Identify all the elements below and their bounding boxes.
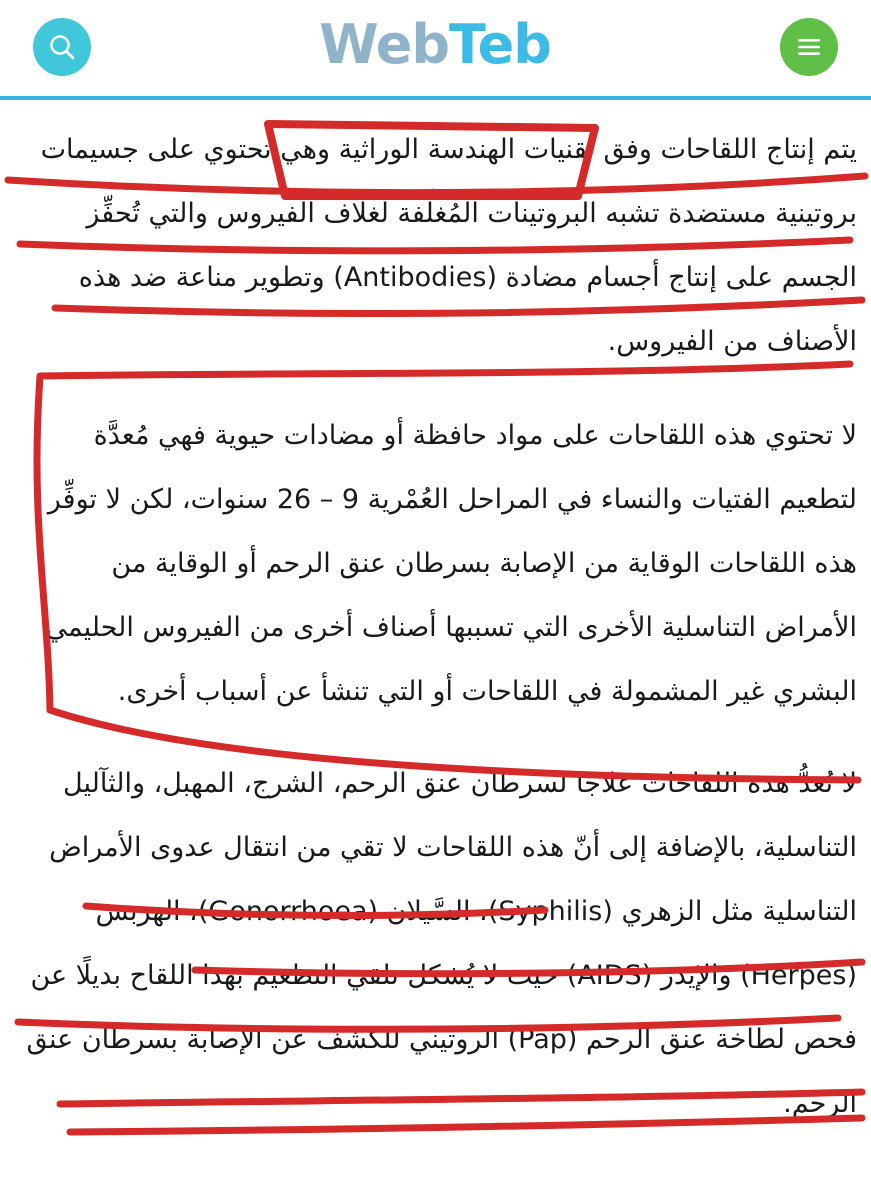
article-body xyxy=(22,118,857,1136)
menu-button[interactable] xyxy=(780,18,838,76)
webteb-logo[interactable] xyxy=(300,10,570,80)
site-header xyxy=(0,0,871,100)
search-icon xyxy=(47,32,77,62)
logo-teb-text: Teb xyxy=(448,13,551,76)
search-button[interactable] xyxy=(33,18,91,76)
hamburger-menu-icon xyxy=(798,37,820,57)
article-paragraph: يتم إنتاج اللقاحات وفق تقنيات الهندسة الوراثية وهي تحتوي على جسيمات بروتينية مستضدة تشبه البروتينات المُغلِّفة لغلاف الفيروس والتي تُحفِّز الجسم على إنتاج أجسام مضادة (Antibodies) وتطوير مناعة ضد هذه الأصناف من الفيروس. xyxy=(40,134,857,357)
article-paragraph: لا تحتوي هذه اللقاحات على مواد حافظة أو مضادات حيوية فهي مُعدَّة لتطعيم الفتيات والنساء في المراحل العُمْرية 9 – 26 سنوات، لكن لا توفِّر هذه اللقاحات الوقاية من الإصابة بسرطان عنق الرحم أو الوقاية من الأمراض التناسلية الأخرى التي تسببها أصناف أخرى من الفيروس الحليمي البشري غير المشمولة في اللقاحات أو التي تنشأ عن أسباب أخرى. xyxy=(45,420,857,707)
article-paragraph: لا تُعدُّ هذه اللقاحات علاجًا لسرطان عنق الرحم، الشرج، المهبل، والثآليل التناسلية، بالإضافة إلى أنّ هذه اللقاحات لا تقي من انتقال عدوى الأمراض التناسلية مثل الزهري (Syphilis)، السَّيلان (Gonorrhoea)، الهربس (Herpes) والإيدز (AIDS) حيث لا يُشكل تلقي التطعيم بهذا اللقاح بديلًا عن فحص لطاخة عنق الرحم (Pap) الروتيني للكشف عن الإصابة بسرطان عنق الرحم. xyxy=(26,768,857,1119)
logo-web-text: Web xyxy=(319,13,449,76)
